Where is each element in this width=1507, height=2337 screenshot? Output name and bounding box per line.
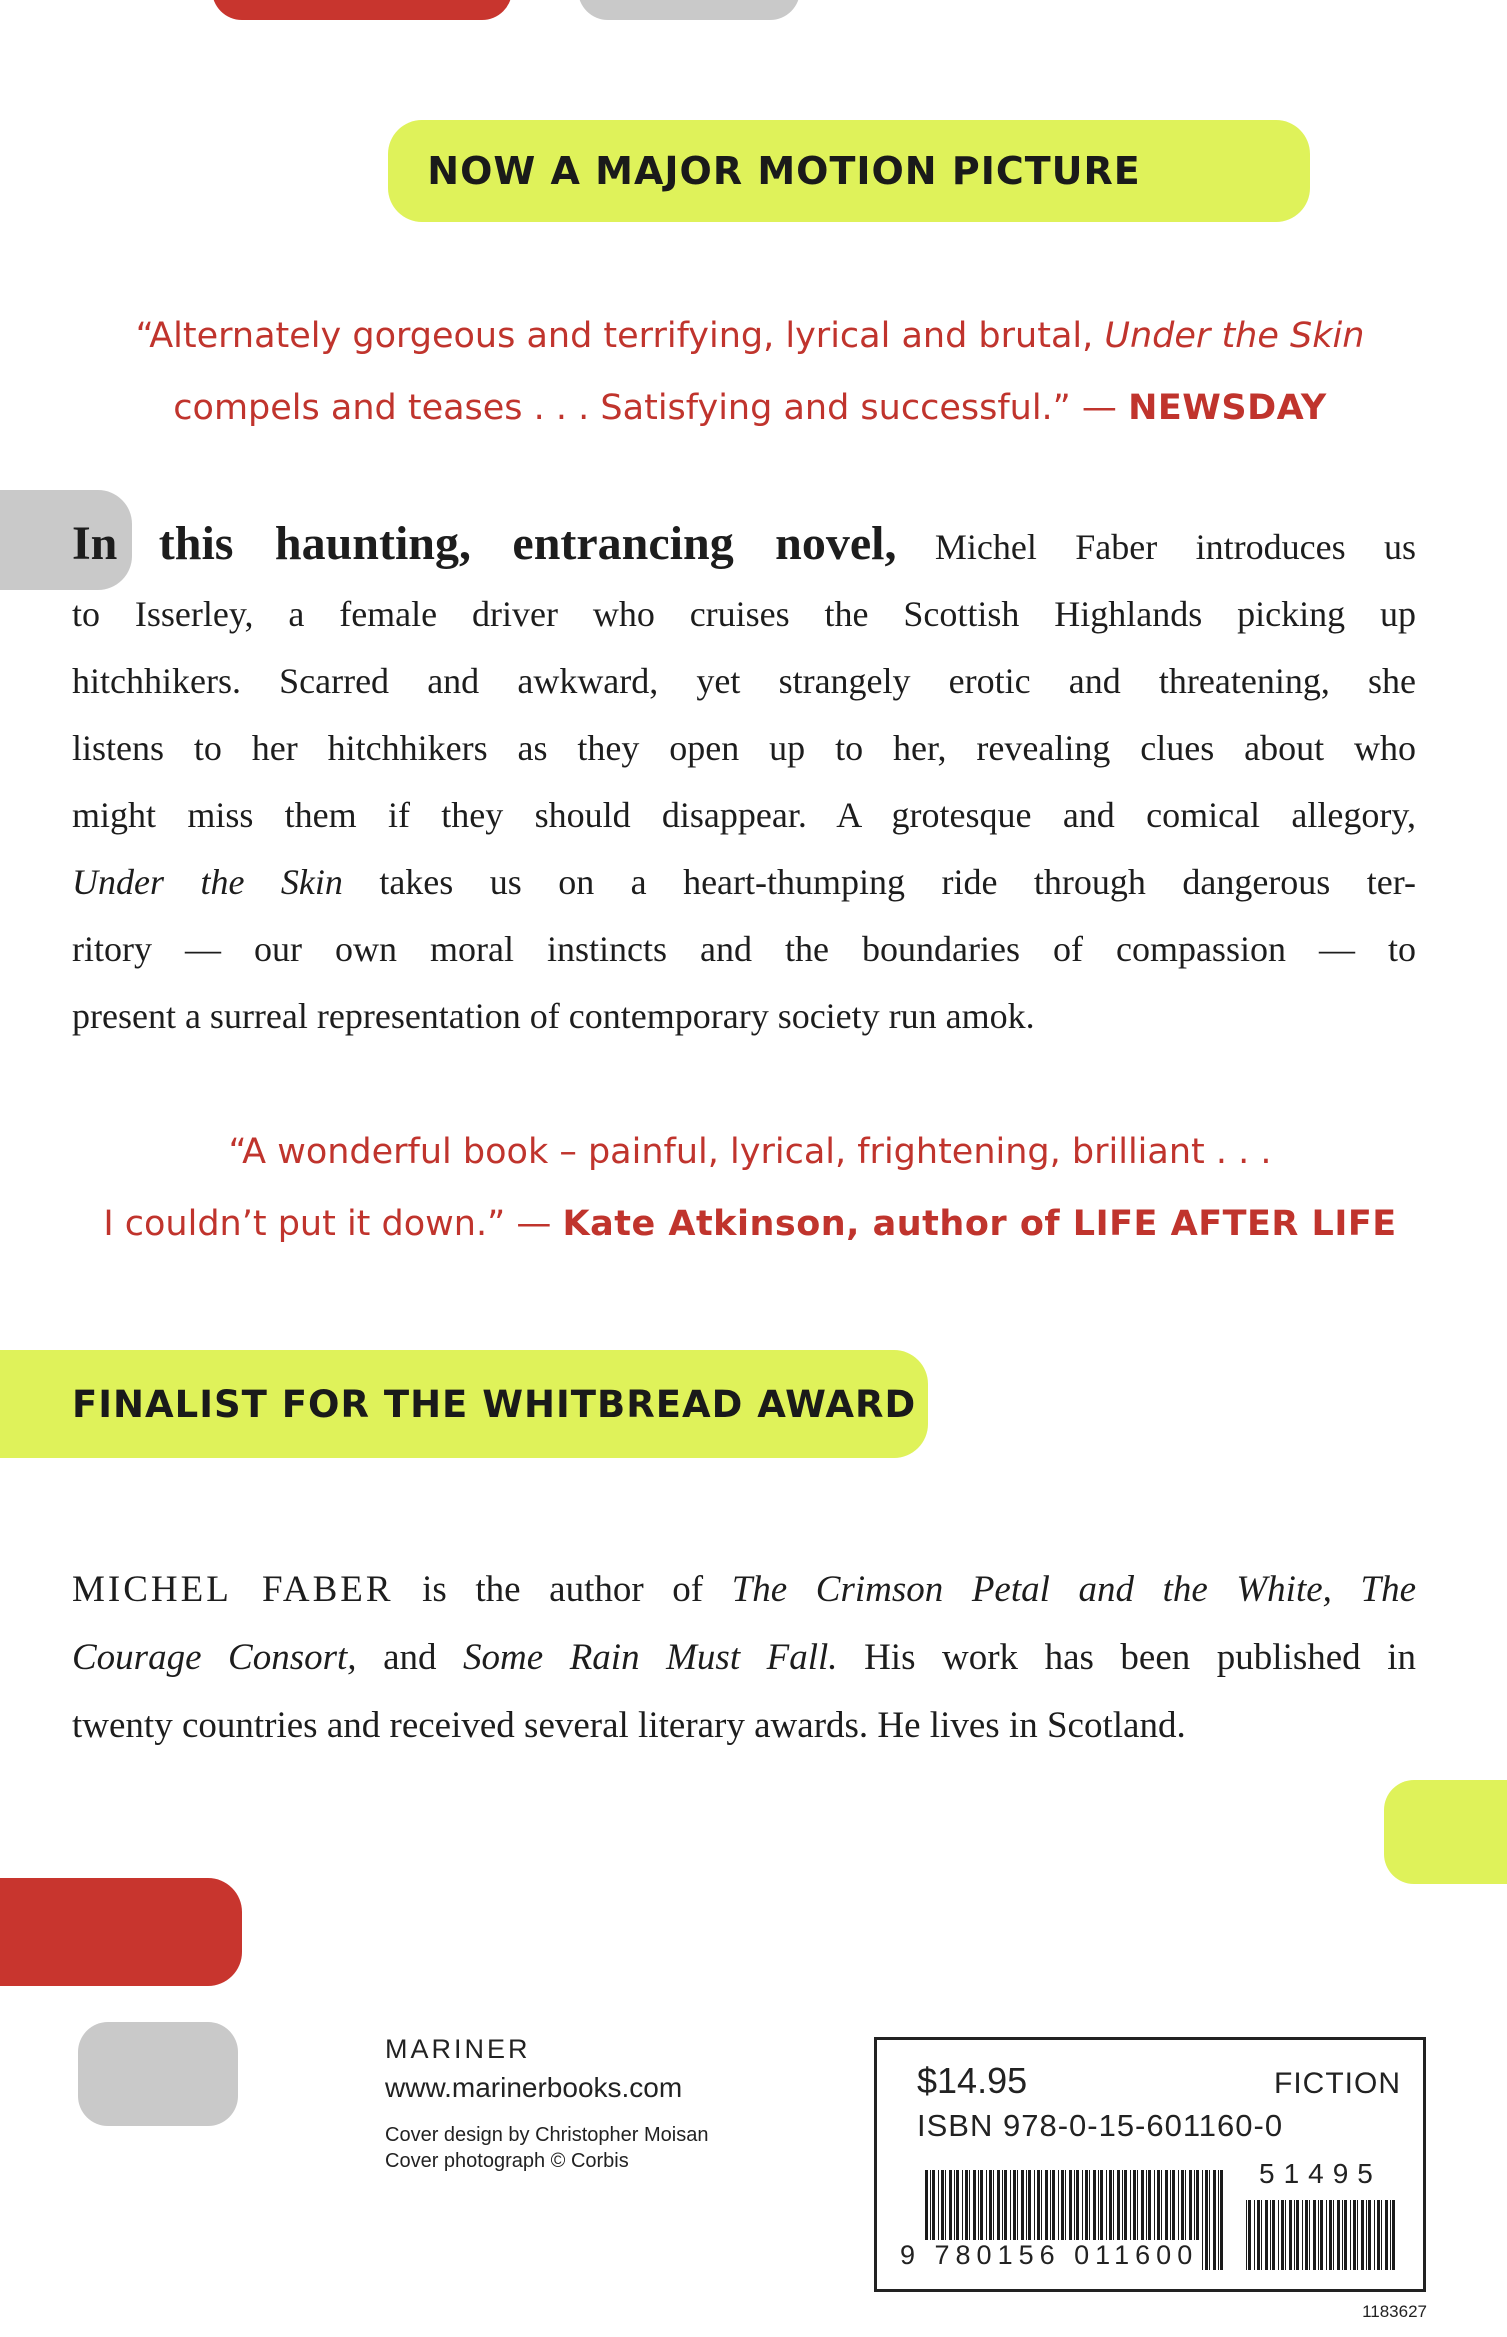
barcode-bar	[1272, 2200, 1275, 2270]
barcode-bar	[1254, 2200, 1255, 2270]
author-name: MICHEL FABER	[72, 1569, 394, 1610]
barcode-bar	[1289, 2200, 1292, 2270]
cover-photo-credit: Cover photograph © Corbis	[385, 2150, 629, 2172]
lime-pill-right	[1384, 1780, 1507, 1884]
ean-digits: 9 780156 011600	[900, 2240, 1199, 2270]
barcode-bar	[1205, 2170, 1208, 2270]
desc-line: listens to her hitchhikers as they open up to her, revealing clues about who	[72, 728, 1416, 768]
barcode-bar	[1318, 2200, 1319, 2270]
desc-line: ritory — our own moral instincts and the boundaries of compassion — to	[72, 929, 1416, 969]
bio-line: Courage Consort, and Some Rain Must Fall. His work has been published in	[72, 1637, 1416, 1678]
quote1-source: NEWSDAY	[1128, 388, 1327, 428]
bio-line: twenty countries and received several literary awards. He lives in Scotland.	[72, 1705, 1186, 1746]
publisher-url[interactable]: www.marinerbooks.com	[385, 2072, 683, 2103]
quote2-source: Kate Atkinson, author of LIFE AFTER LIFE	[562, 1204, 1397, 1244]
barcode-bar	[1248, 2200, 1251, 2270]
barcode-bar	[1381, 2200, 1382, 2270]
barcode-bar	[1357, 2200, 1358, 2270]
barcode-bar	[1390, 2200, 1391, 2270]
barcode-bar	[1361, 2200, 1364, 2270]
barcode-bar	[1309, 2200, 1310, 2270]
grey-pill-top	[578, 0, 800, 20]
red-pill-bottom	[0, 1878, 242, 1986]
addon-barcode	[1246, 2200, 1396, 2270]
barcode-bar	[1329, 2200, 1332, 2270]
barcode-bar	[1326, 2200, 1327, 2270]
barcode-bar	[1342, 2200, 1343, 2270]
barcode-bar	[1213, 2170, 1216, 2270]
motion-picture-banner	[388, 120, 1310, 222]
barcode-bar	[1281, 2200, 1284, 2270]
barcode-bar	[1377, 2200, 1380, 2270]
genre-label: FICTION	[1274, 2067, 1401, 2100]
desc-line: might miss them if they should disappear. A grotesque and comical allegory,	[72, 795, 1416, 835]
publisher-block	[385, 2030, 709, 2174]
barcode-bar	[1366, 2200, 1367, 2270]
quote2-line1: “A wonderful book – painful, lyrical, frightening, brilliant . . .	[228, 1132, 1272, 1172]
motion-picture-text: NOW A MAJOR MOTION PICTURE	[427, 149, 1141, 193]
desc-line: Under the Skin takes us on a heart-thumping ride through dangerous ter-	[72, 862, 1416, 902]
barcode-bar	[1261, 2200, 1262, 2270]
barcode-box	[874, 2037, 1426, 2292]
barcode-bar	[1385, 2200, 1388, 2270]
barcode-bar	[1374, 2200, 1375, 2270]
author-bio	[72, 1556, 1416, 1760]
grey-pill-bottom	[78, 2022, 238, 2126]
desc-line: to Isserley, a female driver who cruises the Scottish Highlands picking up	[72, 594, 1416, 634]
barcode-bar	[1320, 2200, 1323, 2270]
whitbread-banner	[0, 1350, 928, 1458]
price: $14.95	[917, 2060, 1028, 2101]
barcode-bar	[1333, 2200, 1334, 2270]
barcode-bar	[1209, 2170, 1210, 2270]
newsday-quote	[60, 300, 1440, 444]
publisher-name: MARINER	[385, 2034, 531, 2064]
cover-design-credit: Cover design by Christopher Moisan	[385, 2124, 709, 2146]
barcode-bar	[1344, 2200, 1347, 2270]
quote1-line2: compels and teases . . . Satisfying and successful.” — NEWSDAY	[173, 388, 1327, 428]
quote2-line2: I couldn’t put it down.” — Kate Atkinson, author of LIFE AFTER LIFE	[103, 1204, 1397, 1244]
barcode-bar	[1313, 2200, 1316, 2270]
barcode-bar	[1270, 2200, 1271, 2270]
isbn-number: ISBN 978-0-15-601160-0	[917, 2108, 1284, 2143]
barcode-bar	[1246, 2200, 1247, 2270]
atkinson-quote	[60, 1116, 1440, 1260]
barcode-bar	[1368, 2200, 1371, 2270]
barcode-bar	[1285, 2200, 1286, 2270]
addon-digits: 51495	[1259, 2158, 1382, 2189]
barcode-bar	[1353, 2200, 1356, 2270]
whitbread-text: FINALIST FOR THE WHITBREAD AWARD	[72, 1382, 917, 1426]
barcode-bar	[1278, 2200, 1279, 2270]
barcode-bar	[1337, 2200, 1340, 2270]
desc-lead: In this haunting, entrancing novel,	[72, 517, 897, 570]
barcode-bar	[1302, 2200, 1303, 2270]
desc-line: present a surreal representation of contemporary society run amok.	[72, 996, 1035, 1036]
bio-line: MICHEL FABER is the author of The Crimson Petal and the White, The	[72, 1569, 1416, 1610]
red-pill-top	[212, 0, 512, 20]
barcode-bar	[1265, 2200, 1268, 2270]
barcode-bar	[1257, 2200, 1260, 2270]
cover-credits	[385, 2122, 709, 2174]
desc-line: In this haunting, entrancing novel, Michel Faber introduces us	[72, 517, 1417, 570]
barcode-bar	[1305, 2200, 1308, 2270]
barcode-bar	[1220, 2170, 1223, 2270]
barcode-bar	[1296, 2200, 1299, 2270]
barcode-bar	[1202, 2170, 1203, 2270]
quote1-line1: “Alternately gorgeous and terrifying, lyrical and brutal, Under the Skin	[135, 316, 1365, 356]
barcode-bar	[1294, 2200, 1295, 2270]
desc-line: hitchhikers. Scarred and awkward, yet strangely erotic and threatening, she	[72, 661, 1416, 701]
stock-code: 1183627	[1362, 2302, 1427, 2321]
book-description	[72, 510, 1416, 1050]
barcode-bar	[1350, 2200, 1351, 2270]
barcode-bar	[1392, 2200, 1395, 2270]
barcode-bar	[1218, 2170, 1219, 2270]
